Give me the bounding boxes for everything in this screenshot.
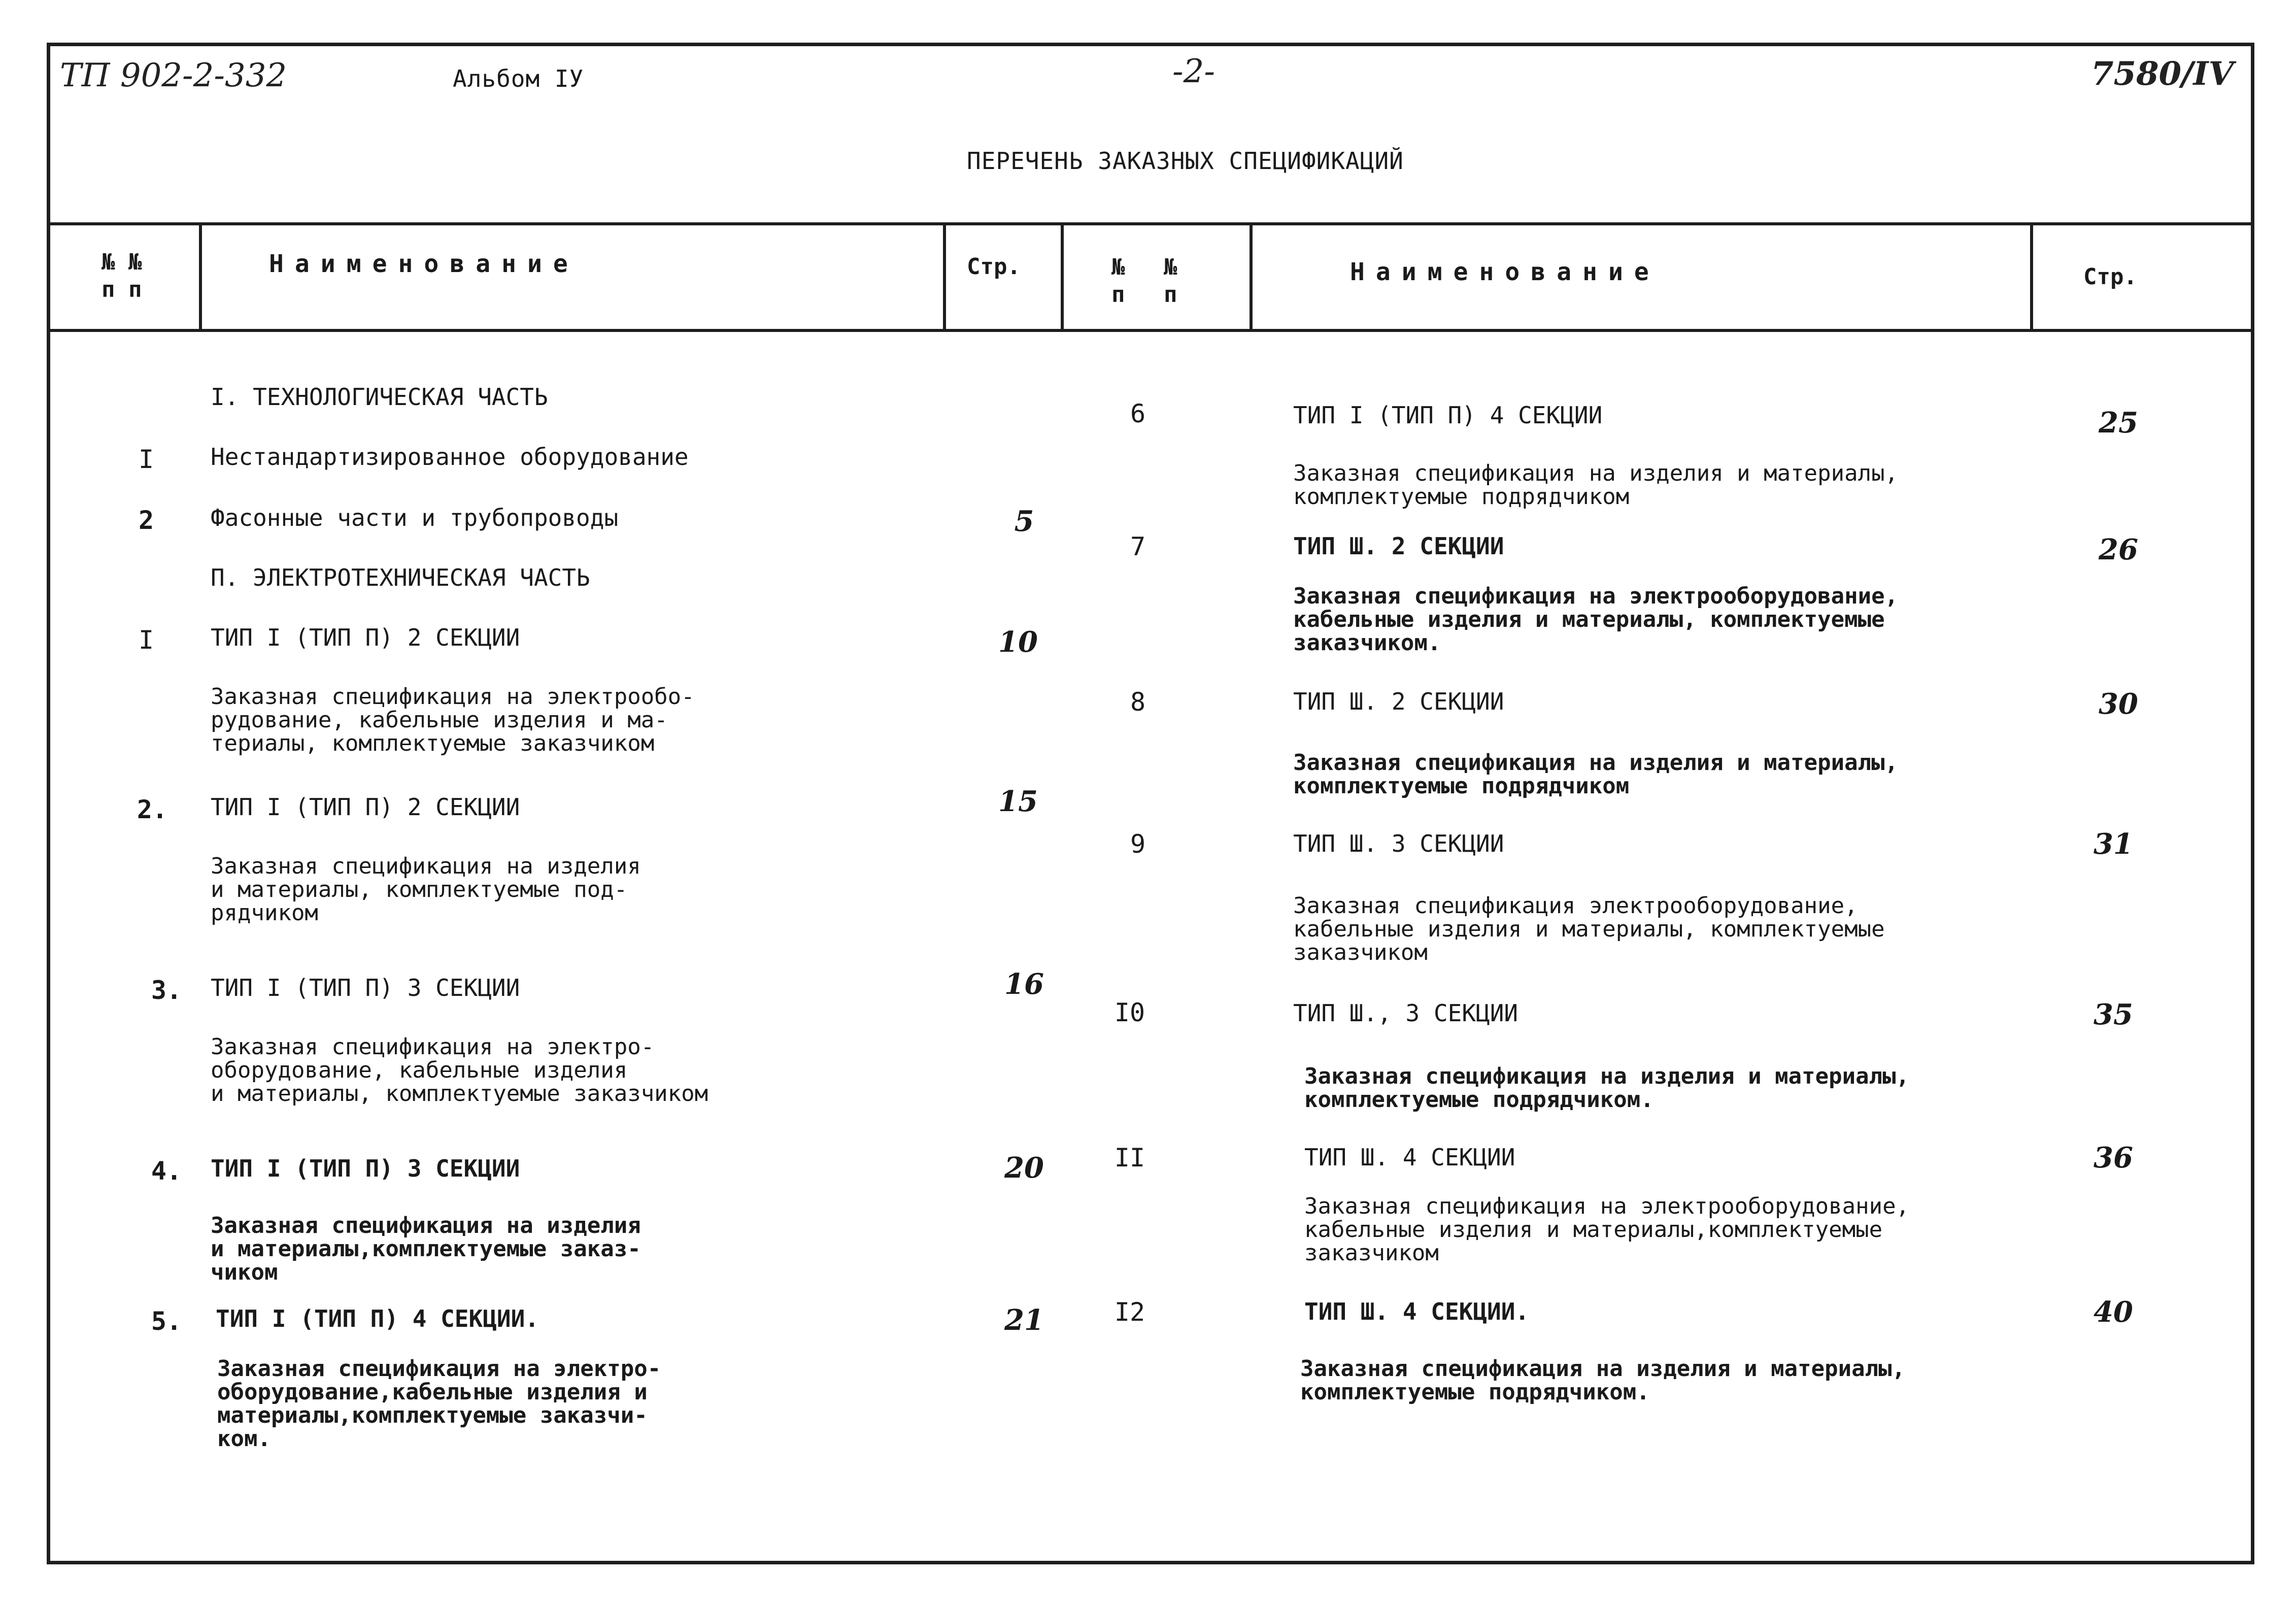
row-page: 35 <box>2094 998 2133 1031</box>
row-description: Заказная спецификация электрооборудование, кабельные изделия и материалы, комплектуемые заказчиком <box>1293 893 1885 965</box>
row-page: 25 <box>2099 406 2138 440</box>
column-header-divider <box>47 329 2254 332</box>
row-title: ТИП Ш. 4 СЕКЦИИ. <box>1304 1298 1530 1325</box>
row-number: 7 <box>1130 532 1146 561</box>
page-number: -2- <box>1172 53 1215 90</box>
col-line-2 <box>943 222 946 332</box>
row-page: 20 <box>1004 1151 1044 1185</box>
col-line-5 <box>2030 222 2033 332</box>
row-page: 40 <box>2094 1295 2133 1329</box>
col-page-label-left: Стр. <box>967 254 1021 280</box>
row-title: ТИП I (ТИП П) 2 СЕКЦИИ <box>211 624 520 651</box>
row-title: ТИП I (ТИП П) 2 СЕКЦИИ <box>211 793 520 821</box>
row-number: I <box>138 445 154 474</box>
row-page: 21 <box>1004 1303 1044 1337</box>
row-title: ТИП Ш. 2 СЕКЦИИ <box>1293 532 1504 560</box>
row-page: 10 <box>998 625 1038 659</box>
col-line-1 <box>199 222 202 332</box>
row-description: Заказная спецификация на изделия и материалы, комплектуемые подрядчиком. <box>1304 1063 1910 1113</box>
header-divider <box>47 222 2254 225</box>
row-title: ТИП I (ТИП П) 3 СЕКЦИИ <box>211 974 520 1001</box>
row-title: ТИП Ш. 4 СЕКЦИИ <box>1304 1144 1515 1171</box>
row-title: ТИП I (ТИП П) 4 СЕКЦИИ. <box>216 1305 539 1332</box>
row-description: Заказная спецификация на электрооборудование, кабельные изделия и материалы,комплектуемые заказчиком <box>1304 1193 1910 1266</box>
row-title: ТИП Ш. 3 СЕКЦИИ <box>1293 830 1504 857</box>
row-page: 5 <box>1014 505 1034 538</box>
col-num-label-right: № № п п <box>1111 254 1177 308</box>
row-number: I0 <box>1114 998 1145 1027</box>
row-number: I2 <box>1114 1297 1145 1327</box>
row-page: 31 <box>2094 827 2133 861</box>
row-description: Заказная спецификация на электрообо- рудование, кабельные изделия и ма- териалы, комплектуемые заказчиком <box>211 684 695 756</box>
row-number: 8 <box>1130 687 1146 717</box>
row-description: Заказная спецификация на электрооборудование, кабельные изделия и материалы, комплектуемые заказчиком. <box>1293 583 1899 656</box>
section-heading-technology: I. ТЕХНОЛОГИЧЕСКАЯ ЧАСТЬ <box>211 383 548 411</box>
row-description: Заказная спецификация на изделия и материалы, комплектуемые подрядчиком. <box>1300 1356 1906 1405</box>
row-title: ТИП I (ТИП П) 3 СЕКЦИИ <box>211 1155 520 1182</box>
section-heading-electrical: П. ЭЛЕКТРОТЕХНИЧЕСКАЯ ЧАСТЬ <box>211 564 590 591</box>
row-description: Заказная спецификация на изделия и материалы, комплектуемые под- рядчиком <box>211 853 641 926</box>
row-page: 30 <box>2099 687 2138 721</box>
album-label: Альбом IУ <box>453 65 584 92</box>
row-title: ТИП Ш. 2 СЕКЦИИ <box>1293 688 1504 715</box>
row-number: 9 <box>1130 829 1146 859</box>
col-page-label-right: Стр. <box>2083 264 2137 290</box>
col-name-label-left: Наименование <box>269 250 579 278</box>
row-number: I <box>138 625 154 655</box>
row-description: Заказная спецификация на электро- оборудование,кабельные изделия и материалы,комплектуемые заказчи- ком. <box>217 1356 661 1452</box>
row-number: 3. <box>151 976 182 1005</box>
doc-code: ТП 902-2-332 <box>60 57 287 94</box>
row-title: Нестандартизированное оборудование <box>211 443 689 471</box>
col-line-3 <box>1061 222 1064 332</box>
row-description: Заказная спецификация на электро- оборудование, кабельные изделия и материалы, комплектуемые заказчиком <box>211 1034 708 1107</box>
col-line-4 <box>1250 222 1253 332</box>
row-page: 36 <box>2094 1141 2133 1175</box>
row-title: ТИП Ш., 3 СЕКЦИИ <box>1293 999 1518 1027</box>
row-title: Фасонные части и трубопроводы <box>211 504 619 531</box>
row-title: ТИП I (ТИП П) 4 СЕКЦИИ <box>1293 401 1603 429</box>
row-page: 26 <box>2099 533 2138 566</box>
row-number: 2 <box>138 506 154 535</box>
row-number: II <box>1114 1143 1145 1173</box>
row-description: Заказная спецификация на изделия и материалы, комплектуемые подрядчиком <box>1293 460 1899 510</box>
row-number: 2. <box>137 795 168 824</box>
row-description: Заказная спецификация на изделия и материалы,комплектуемые заказ- чиком <box>211 1213 641 1285</box>
col-name-label-right: Наименование <box>1350 258 1660 286</box>
page-title: ПЕРЕЧЕНЬ ЗАКАЗНЫХ СПЕЦИФИКАЦИЙ <box>967 147 1404 175</box>
row-description: Заказная спецификация на изделия и материалы, комплектуемые подрядчиком <box>1293 750 1899 799</box>
row-number: 6 <box>1130 399 1146 428</box>
row-number: 5. <box>151 1307 182 1336</box>
row-page: 15 <box>998 785 1038 818</box>
row-number: 4. <box>151 1156 182 1186</box>
col-num-label-left: № № п п <box>102 249 142 303</box>
row-page: 16 <box>1004 967 1044 1001</box>
sheet-reference: 7580/IV <box>2091 55 2234 93</box>
